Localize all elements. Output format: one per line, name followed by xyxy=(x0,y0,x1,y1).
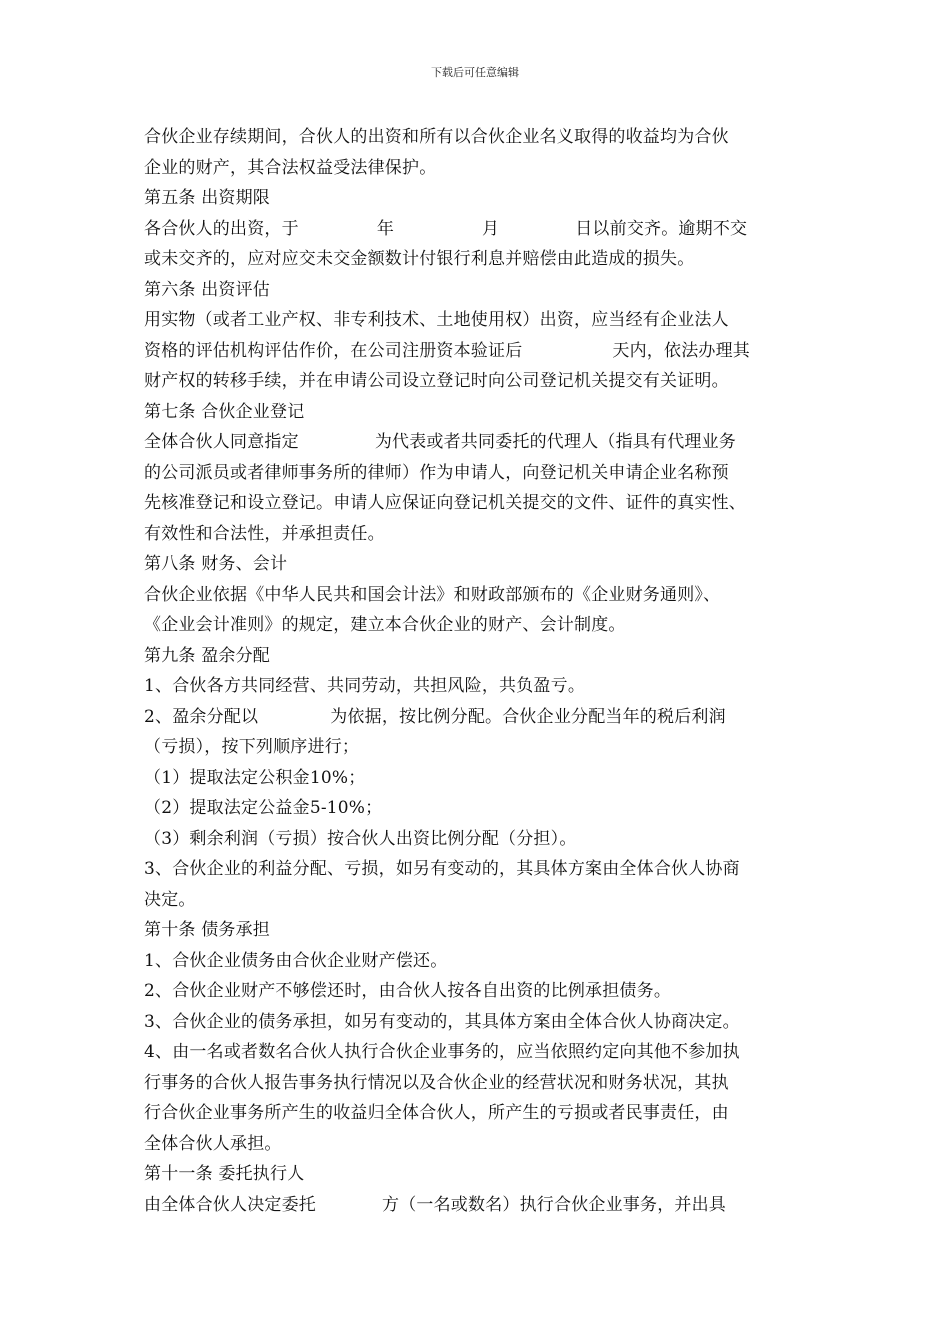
text-segment: 全体合伙人同意指定 xyxy=(144,432,299,452)
text-line: （2）提取法定公益金5-10%； xyxy=(144,798,383,818)
text-line: 第九条 盈余分配 xyxy=(144,645,271,666)
text-line xyxy=(144,427,810,458)
text-line: 3、合伙企业的债务承担，如另有变动的，其具体方案由全体合伙人协商决定。 xyxy=(144,1011,740,1032)
text-line: 第八条 财务、会计 xyxy=(144,554,288,574)
text-segment: 年 xyxy=(376,218,395,239)
text-segment: 各合伙人的出资，于 xyxy=(144,218,299,239)
text-line: 第十一条 委托执行人 xyxy=(144,1164,305,1184)
text-segment: 资格的评估机构评估作价，在公司注册资本验证后 xyxy=(144,340,523,361)
text-line: 企业的财产，其合法权益受法律保护。 xyxy=(144,157,437,178)
text-line: 第十条 债务承担 xyxy=(144,920,271,940)
text-segment: 日以前交齐。逾期不交 xyxy=(575,218,748,239)
text-line: 4、由一名或者数名合伙人执行合伙企业事务的，应当依照约定向其他不参加执 xyxy=(144,1042,740,1062)
text-segment: 为代表或者共同委托的代理人（指具有代理业务 xyxy=(374,432,737,452)
text-line xyxy=(144,336,810,367)
text-line xyxy=(144,1190,810,1221)
text-line: 2、合伙企业财产不够偿还时，由合伙人按各自出资的比例承担债务。 xyxy=(144,981,672,1001)
text-segment: 月 xyxy=(482,218,500,239)
text-line xyxy=(144,702,810,733)
text-line: （亏损），按下列顺序进行； xyxy=(144,737,360,757)
document-body xyxy=(144,122,810,1220)
text-line: 用实物（或者工业产权、非专利技术、土地使用权）出资，应当经有企业法人 xyxy=(144,310,729,330)
text-line: （3）剩余利润（亏损）按合伙人出资比例分配（分担）。 xyxy=(144,828,577,849)
text-segment: 2、盈余分配以 xyxy=(144,706,259,727)
text-segment: 天内，依法办理其 xyxy=(612,340,751,361)
text-line: 1、合伙各方共同经营、共同劳动，共担风险，共负盈亏。 xyxy=(144,676,586,696)
text-line: 或未交齐的，应对应交未交金额数计付银行利息并赔偿由此造成的损失。 xyxy=(144,249,695,269)
text-line: 决定。 xyxy=(144,889,196,910)
text-line: 先核准登记和设立登记。申请人应保证向登记机关提交的文件、证件的真实性、 xyxy=(144,493,746,513)
text-line: 的公司派员或者律师事务所的律师）作为申请人，向登记机关申请企业名称预 xyxy=(144,462,729,483)
text-line: 有效性和合法性，并承担责任。 xyxy=(144,523,385,544)
text-segment: 方（一名或数名）执行合伙企业事务，并出具 xyxy=(382,1194,726,1215)
text-segment: 由全体合伙人决定委托 xyxy=(144,1194,316,1215)
page-header: 下载后可任意编辑 xyxy=(431,66,519,79)
text-line: 第六条 出资评估 xyxy=(144,279,271,300)
text-line: 《企业会计准则》的规定，建立本合伙企业的财产、会计制度。 xyxy=(144,615,626,635)
text-line: 合伙企业存续期间，合伙人的出资和所有以合伙企业名义取得的收益均为合伙 xyxy=(144,127,729,147)
text-line: 合伙企业依据《中华人民共和国会计法》和财政部颁布的《企业财务通则》、 xyxy=(144,584,721,605)
text-line: （1）提取法定公积金10%； xyxy=(144,767,366,788)
text-line xyxy=(144,214,810,245)
text-segment: 为依据，按比例分配。合伙企业分配当年的税后利润 xyxy=(330,706,726,727)
text-line: 1、合伙企业债务由合伙企业财产偿还。 xyxy=(144,950,448,971)
text-line: 行事务的合伙人报告事务执行情况以及合伙企业的经营状况和财务状况，其执 xyxy=(144,1072,729,1093)
text-line: 财产权的转移手续，并在申请公司设立登记时向公司登记机关提交有关证明。 xyxy=(144,371,729,391)
text-line: 全体合伙人承担。 xyxy=(144,1133,282,1154)
text-line: 行合伙企业事务所产生的收益归全体合伙人，所产生的亏损或者民事责任，由 xyxy=(144,1103,729,1123)
text-line: 3、合伙企业的利益分配、亏损，如另有变动的，其具体方案由全体合伙人协商 xyxy=(144,859,740,879)
text-line: 第五条 出资期限 xyxy=(144,188,271,208)
text-line: 第七条 合伙企业登记 xyxy=(144,401,305,422)
